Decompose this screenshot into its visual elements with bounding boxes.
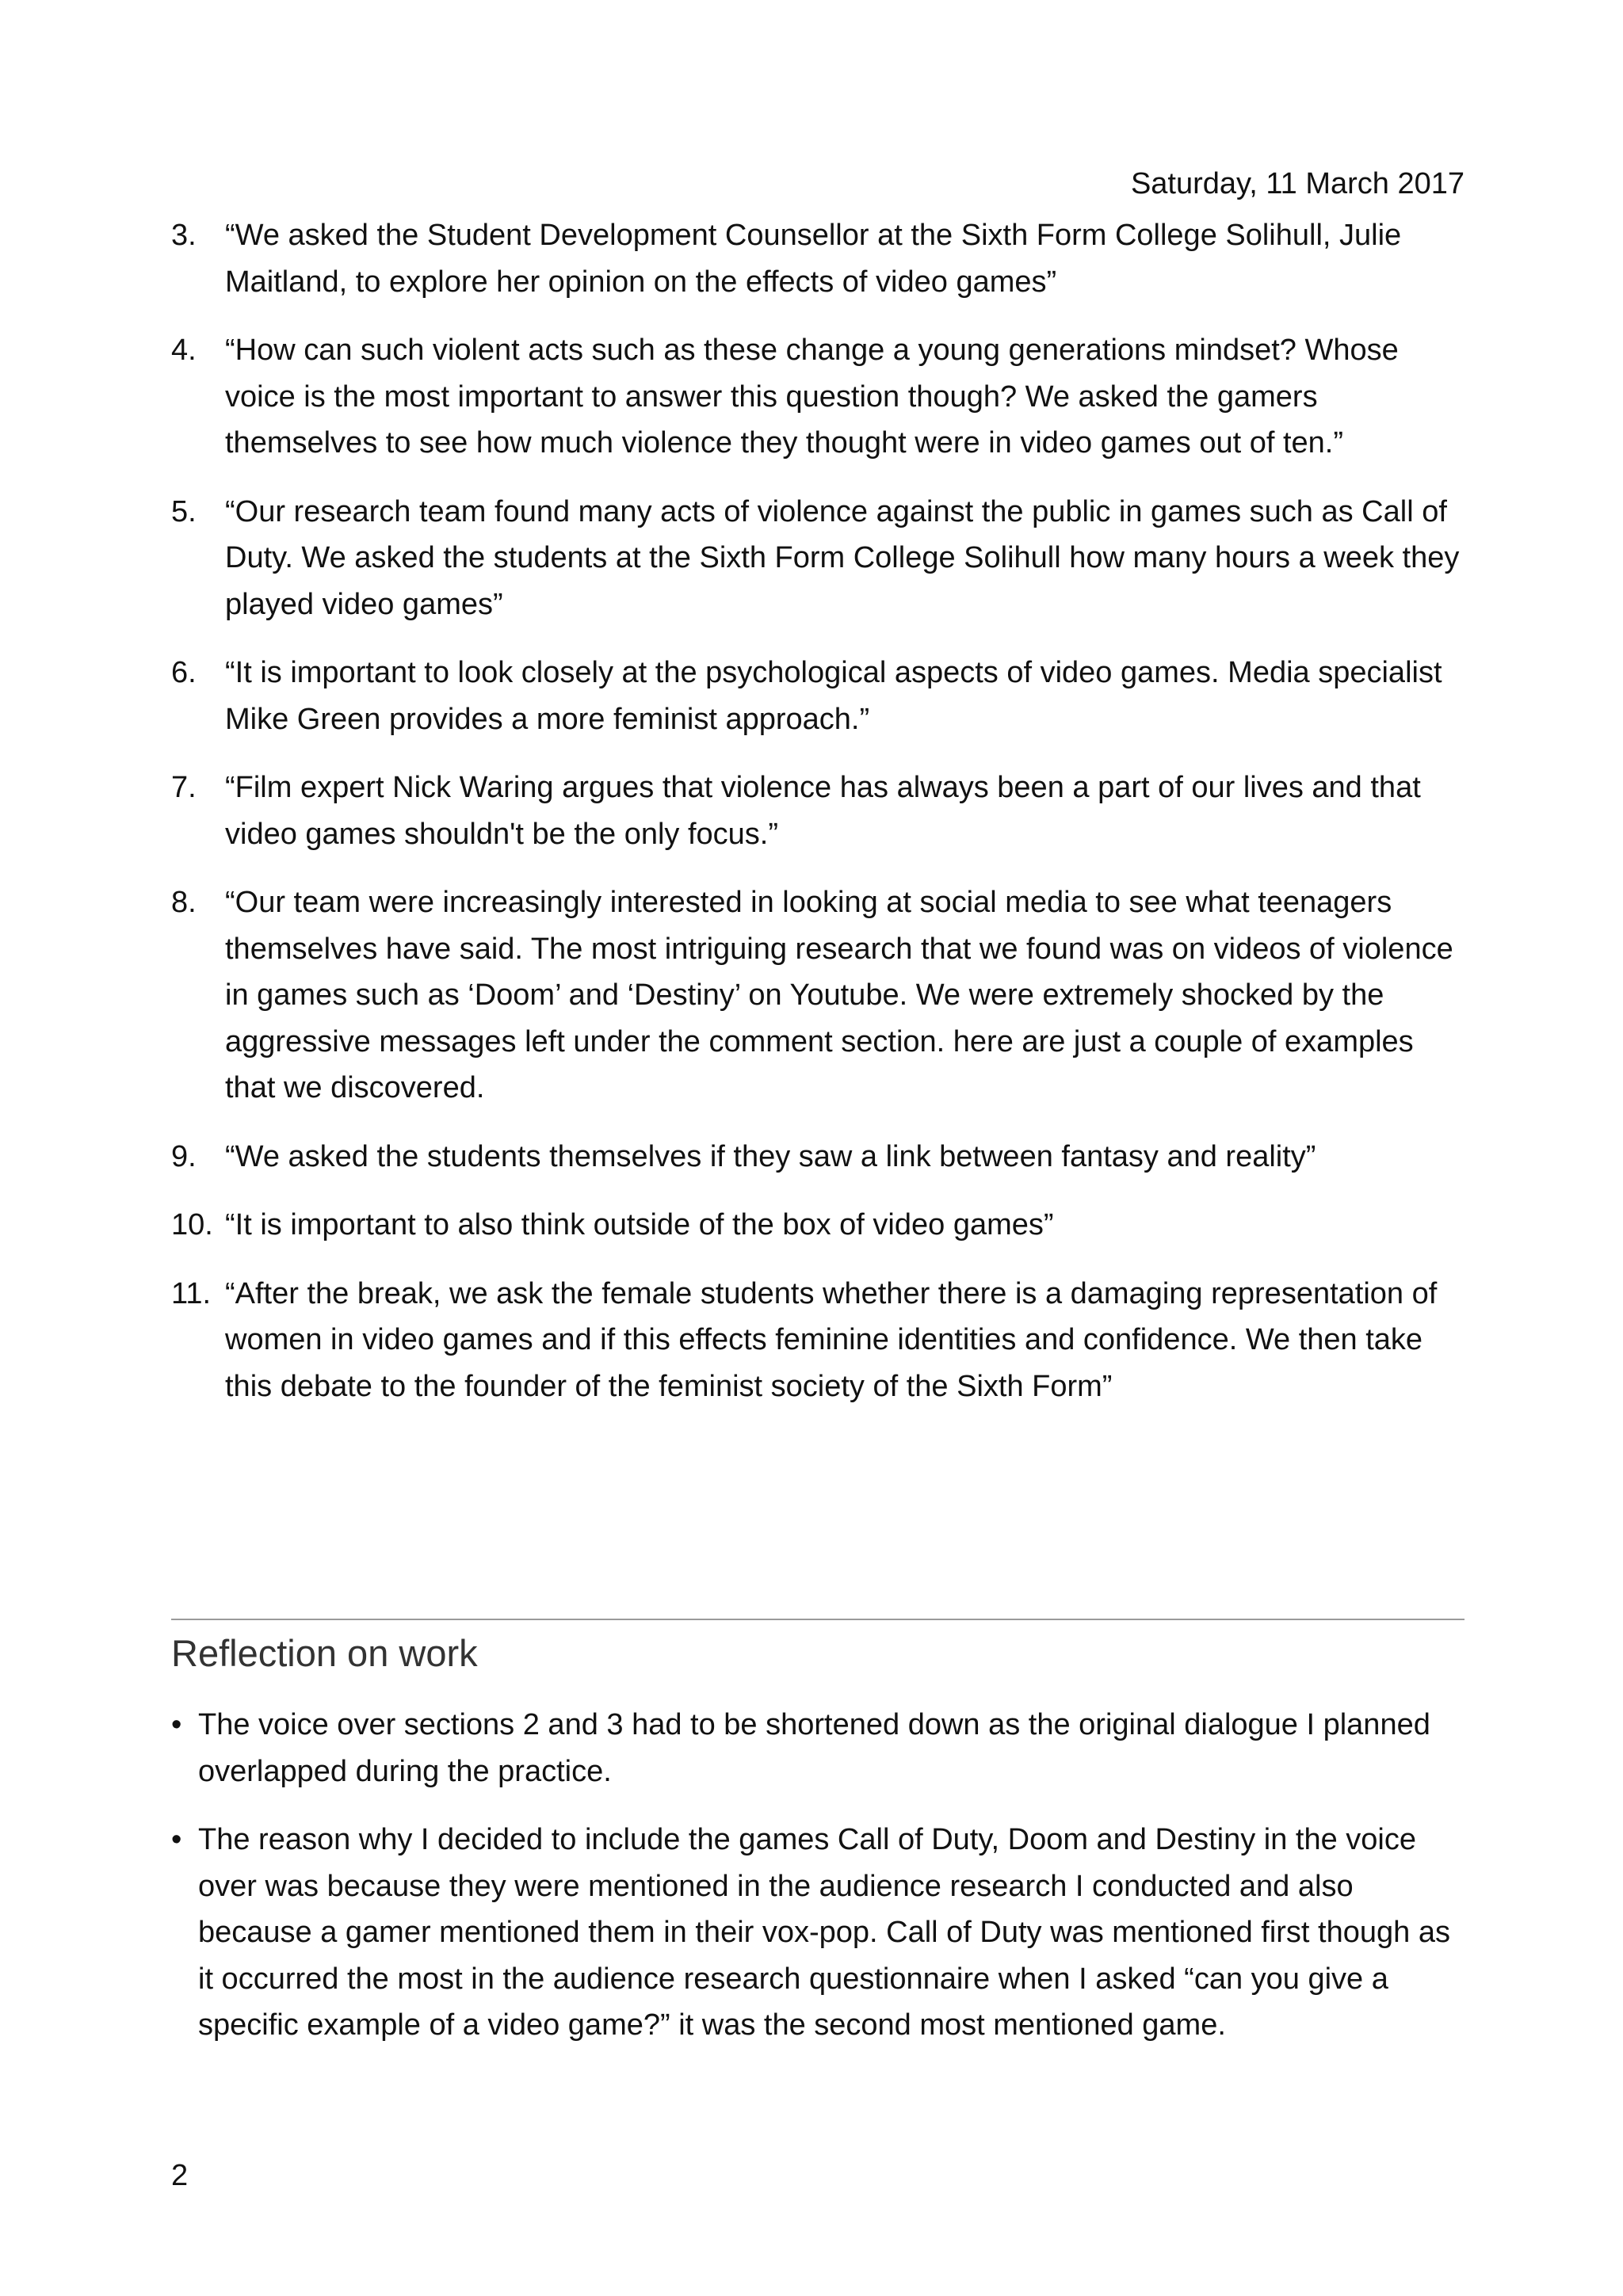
list-item-text: “We asked the students themselves if they saw a link between fantasy and reality” bbox=[225, 1139, 1316, 1173]
list-item-number: 9. bbox=[171, 1139, 197, 1173]
list-item bbox=[171, 212, 1465, 305]
list-item-text: “It is important to look closely at the psychological aspects of video games. Media specialist Mike Green provides a more feminist approach.” bbox=[225, 656, 1442, 736]
list-item-text: “Our team were increasingly interested in looking at social media to see what teenagers themselves have said. The most intriguing research that we found was on videos of violence in games such as ‘Doom’ and ‘Destiny’ on Youtube. We were extremely shocked by the aggressive messages left under the comment section. here are just a couple of examples that we discovered. bbox=[225, 886, 1453, 1104]
list-item-number: 11. bbox=[171, 1276, 212, 1310]
list-item-number: 7. bbox=[171, 771, 197, 804]
bullet-icon: • bbox=[171, 1823, 182, 1856]
list-item bbox=[171, 327, 1465, 467]
list-item bbox=[171, 1134, 1465, 1180]
list-item-text: “We asked the Student Development Counsellor at the Sixth Form College Solihull, Julie Maitland, to explore her opinion on the effects of video games” bbox=[225, 219, 1402, 299]
list-item bbox=[171, 1202, 1465, 1249]
bullet-item bbox=[171, 1702, 1465, 1794]
bullet-item bbox=[171, 1817, 1465, 2049]
list-item bbox=[171, 650, 1465, 742]
list-item bbox=[171, 1271, 1465, 1410]
list-item-number: 5. bbox=[171, 494, 197, 528]
section-divider bbox=[171, 1619, 1465, 1620]
page-number: 2 bbox=[171, 2159, 189, 2192]
list-item bbox=[171, 489, 1465, 628]
list-item-text: “It is important to also think outside of the box of video games” bbox=[225, 1208, 1054, 1241]
list-item-number: 10. bbox=[171, 1208, 213, 1241]
bullet-item-text: The voice over sections 2 and 3 had to be shortened down as the original dialogue I planned overlapped during the practice. bbox=[198, 1708, 1430, 1788]
reflection-heading: Reflection on work bbox=[171, 1632, 478, 1674]
list-item-text: “Film expert Nick Waring argues that violence has always been a part of our lives and that video games shouldn't be the only focus.” bbox=[225, 771, 1421, 851]
reflection-bullet-list bbox=[171, 1702, 1465, 2071]
list-item-number: 4. bbox=[171, 334, 197, 367]
voice-over-script-list bbox=[171, 212, 1465, 1432]
bullet-icon: • bbox=[171, 1708, 182, 1741]
list-item-number: 8. bbox=[171, 886, 197, 919]
list-item-number: 3. bbox=[171, 219, 197, 252]
list-item bbox=[171, 765, 1465, 857]
list-item-number: 6. bbox=[171, 656, 197, 689]
header-date: Saturday, 11 March 2017 bbox=[1130, 167, 1465, 200]
list-item-text: “After the break, we ask the female students whether there is a damaging representation of women in video games and if this effects feminine identities and confidence. We then take this debate to the founder of the feminist society of the Sixth Form” bbox=[225, 1276, 1438, 1403]
list-item bbox=[171, 879, 1465, 1112]
list-item-text: “Our research team found many acts of violence against the public in games such as Call of Duty. We asked the students at the Sixth Form College Solihull how many hours a week they played video games” bbox=[225, 494, 1460, 621]
bullet-item-text: The reason why I decided to include the games Call of Duty, Doom and Destiny in the voice over was because they were mentioned in the audience research I conducted and also because a gamer mentioned them in their vox-pop. Call of Duty was mentioned first though as it occurred the most in the audience research questionnaire when I asked “can you give a specific example of a video game?” it was the second most mentioned game. bbox=[198, 1823, 1450, 2042]
list-item-text: “How can such violent acts such as these change a young generations mindset? Whose voice is the most important to answer this question though? We asked the gamers themselves to see how much violence they thought were in video games out of ten.” bbox=[225, 334, 1399, 460]
